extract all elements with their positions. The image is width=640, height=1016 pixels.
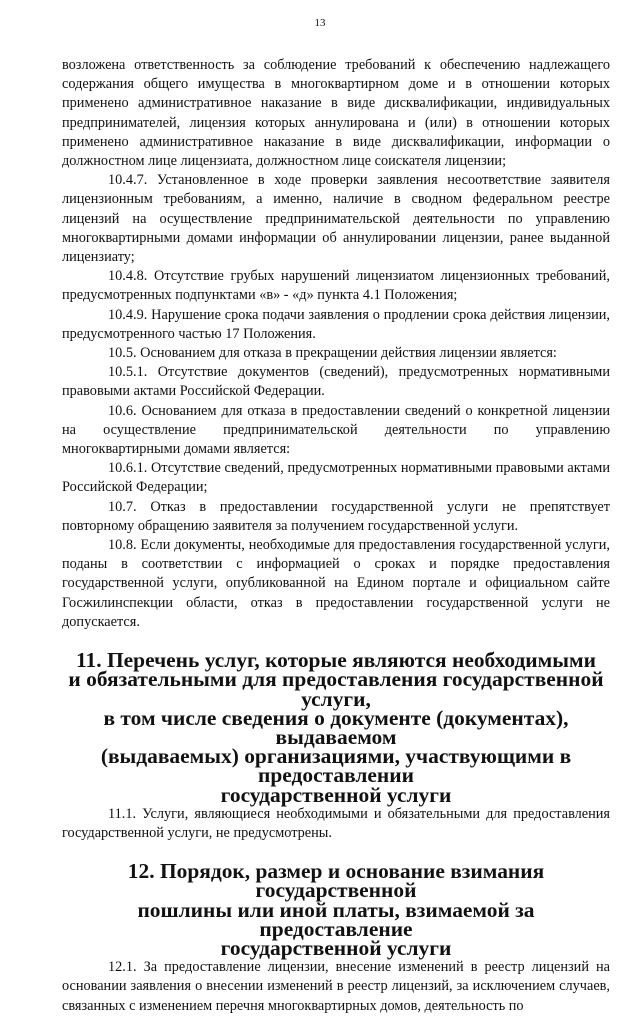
section-12-heading [62, 859, 610, 960]
paragraph-continuation: возложена ответственность за соблюдение требований к обеспечению надлежащего содержания общего имущества в многоквартирном доме и в отношении которых применено административное наказание в виде дисквалификации, индивидуальных предпринимателей, лицензия которых аннулирована и (или) в отношении которых применено административное наказание в виде дисквалификации, информации о должностном лице лицензиата, должностном лице соискателя лицензии; [62, 57, 610, 170]
paragraph-10-8: 10.8. Если документы, необходимые для предоставления государственной услуги, поданы в соответствии с информацией о сроках и порядке предоставления государственной услуги, опубликованной на Едином портале и официальном сайте Госжилинспекции области, отказ в предоставлении государственной услуги не допускается. [62, 537, 610, 630]
paragraph-10-4-7: 10.4.7. Установленное в ходе проверки заявления несоответствие заявителя лицензионным требованиям, а именно, наличие в сводном федеральном реестре лицензий на осуществление предпринимательской деятельности по управлению многоквартирными домами информации об аннулировании лицензии, ранее выданной лицензиату; [62, 172, 610, 266]
paragraph-10-6-1: 10.6.1. Отсутствие сведений, предусмотренных нормативными правовыми актами Российской Федерации; [62, 460, 610, 496]
heading-line: государственной услуги [220, 782, 452, 807]
heading-line: 11. Перечень услуг, которые являются необходимыми [76, 648, 596, 673]
section-11-heading [62, 648, 610, 807]
heading-line: государственной услуги [220, 935, 452, 960]
paragraph-12-1: 12.1. За предоставление лицензии, внесение изменений в реестр лицензий на основании заявления о внесении изменений в реестр лицензий, за исключением случаев, связанных с изменением перечня многоквартирных домов, деятельность по [62, 959, 610, 1014]
paragraph-10-6: 10.6. Основанием для отказа в предоставлении сведений о конкретной лицензии на осуществление предпринимательской деятельности по управлению многоквартирными домами является: [62, 402, 610, 458]
paragraph-10-4-8: 10.4.8. Отсутствие грубых нарушений лицензиатом лицензионных требований, предусмотренных подпунктами «в» - «д» пункта 4.1 Положения; [62, 268, 610, 304]
page-number: 13 [314, 17, 326, 29]
paragraph-10-5: 10.5. Основанием для отказа в прекращении действия лицензии является: [108, 345, 557, 362]
heading-line: и обязательными для предоставления государственной услуги, [68, 667, 604, 711]
page-content [62, 56, 610, 1016]
paragraph-10-4-9: 10.4.9. Нарушение срока подачи заявления о продлении срока действия лицензии, предусмотренного частью 17 Положения. [62, 306, 610, 342]
paragraph-10-5-1: 10.5.1. Отсутствие документов (сведений), предусмотренных нормативными правовыми актами Российской Федерации. [62, 364, 610, 400]
heading-line: пошлины или иной платы, взимаемой за предоставление [137, 897, 535, 941]
paragraph-11-1: 11.1. Услуги, являющиеся необходимыми и обязательными для предоставления государственной услуги, не предусмотрены. [62, 805, 610, 841]
heading-line: 12. Порядок, размер и основание взимания государственной [127, 859, 545, 903]
paragraph-10-7: 10.7. Отказ в предоставлении государственной услуги не препятствует повторному обращению заявителя за получением государственной услуги. [62, 498, 610, 534]
heading-line: в том числе сведения о документе (документах), выдаваемом [103, 705, 569, 749]
heading-line: (выдаваемых) организациями, участвующими в предоставлении [100, 744, 572, 788]
